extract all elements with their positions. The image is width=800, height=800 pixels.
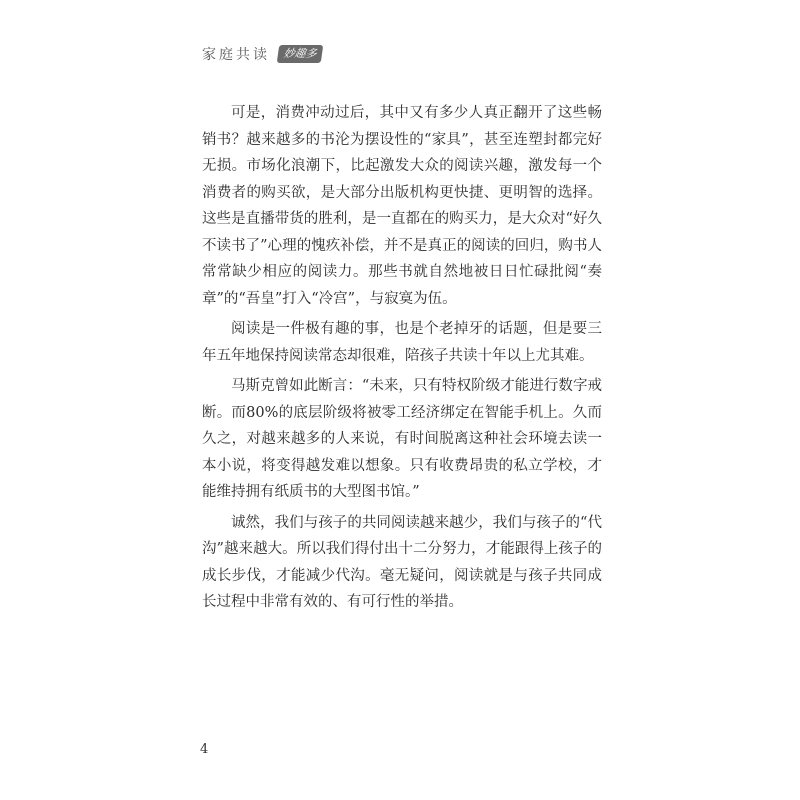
paragraph: 可是，消费冲动过后，其中又有多少人真正翻开了这些畅销书？越来越多的书沦为摆设性的“家具”，甚至连塑封都完好无损。市场化浪潮下，比起激发大众的阅读兴趣，激发每一个消费者的购买欲，是大部分出版机构更快捷、更明智的选择。这些是直播带货的胜利，是一直都在的购买力，是大众对“好久不读书了”心理的愧疚补偿，并不是真正的阅读的回归，购书人常常缺少相应的阅读力。那些书就自然地被日日忙碌批阅“奏章”的“吾皇”打入“冷宫”，与寂寞为伍。 xyxy=(202,105,602,307)
header-title: 家庭共读 xyxy=(202,47,270,63)
paragraph: 诚然，我们与孩子的共同阅读越来越少，我们与孩子的“代沟”越来越大。所以我们得付出十二分努力，才能跟得上孩子的成长步伐，才能减少代沟。毫无疑问，阅读就是与孩子共同成长过程中非常有效的、有可行性的举措。 xyxy=(202,514,602,610)
running-header xyxy=(202,44,322,64)
paragraph: 马斯克曾如此断言：“未来，只有特权阶级才能进行数字戒断。而80%的底层阶级将被零工经济绑定在智能手机上。久而久之，对越来越多的人来说，有时间脱离这种社会环境去读一本小说，将变得越发难以想象。只有收费昂贵的私立学校，才能维持拥有纸质书的大型图书馆。” xyxy=(202,378,602,500)
page-number: 4 xyxy=(200,742,209,757)
paragraph: 阅读是一件极有趣的事，也是个老掉牙的话题，但是要三年五年地保持阅读常态却很难，陪孩子共读十年以上尤其难。 xyxy=(202,321,602,364)
body-text xyxy=(202,100,602,620)
series-logo: 妙趣多 xyxy=(277,45,324,63)
